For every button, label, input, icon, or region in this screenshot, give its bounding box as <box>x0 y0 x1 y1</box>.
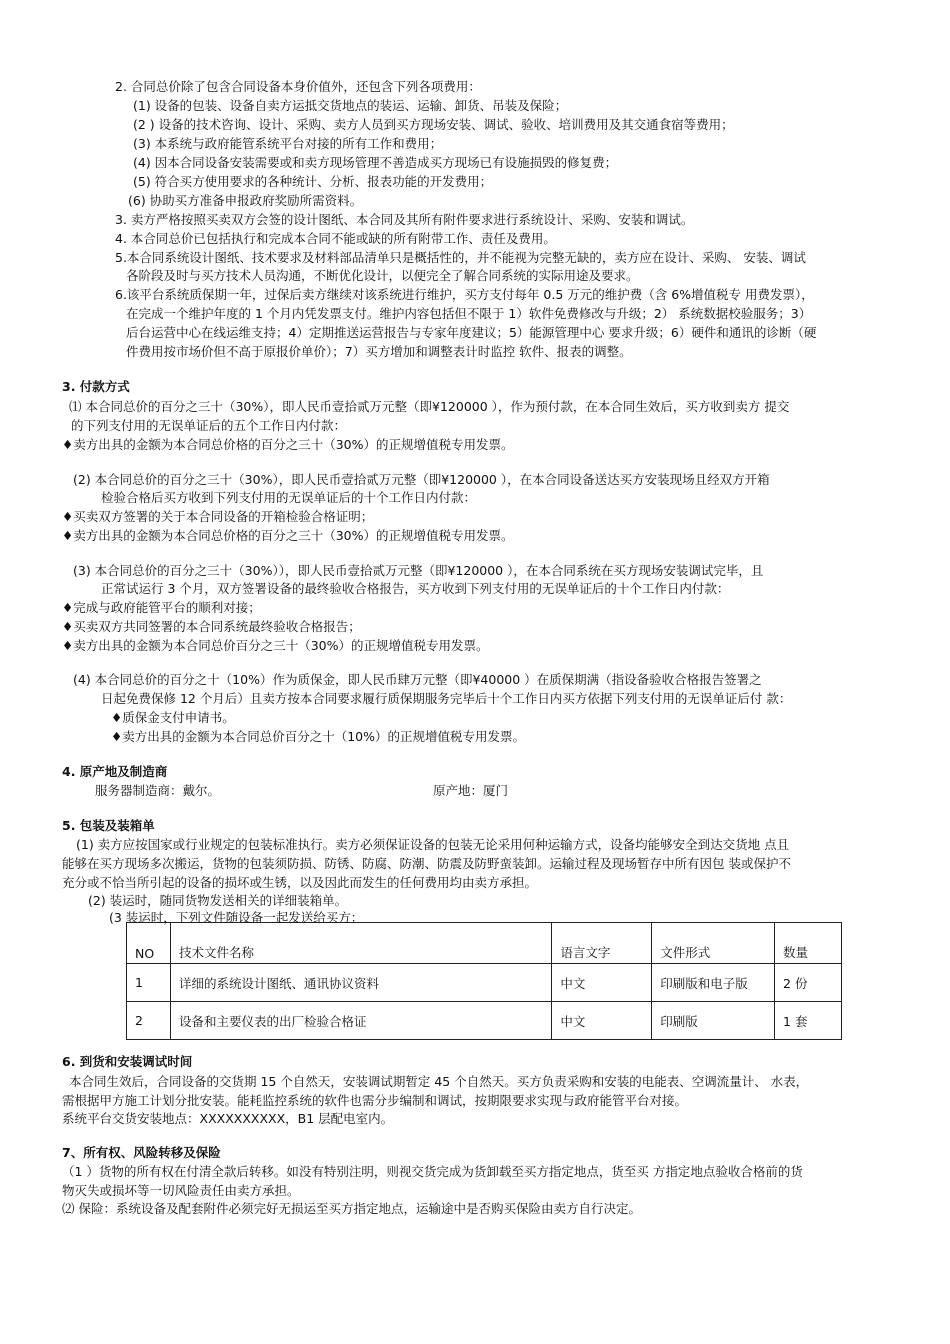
packing-1-line3: 充分或不恰当所引起的设备的损坏或生锈，以及因此而发生的任何费用均由卖方承担。 <box>62 875 538 890</box>
payment-2-line2: 检验合格后买方收到下列支付用的无误单证后的十个工作日内付款： <box>101 490 477 505</box>
payment-1-line1: ⑴ 本合同总价的百分之三十（30%），即人民币壹拾贰万元整（即¥120000 ），作为预付款，在本合同生效后，买方收到卖方 提交 <box>69 399 790 414</box>
cost-sub-3: (3) 本系统与政府能管系统平台对接的所有工作和费用； <box>133 136 443 151</box>
cell-doc-name: 详细的系统设计图纸、通讯协议资料 <box>170 964 551 1002</box>
delivery-line3: 系统平台交货安装地点：XXXXXXXXXX，B1 层配电室内。 <box>62 1111 394 1126</box>
cost-sub-2: (2 ) 设备的技术咨询、设计、采购、卖方人员到买方现场安装、调试、验收、培训费用及其交通食宿等费用； <box>133 117 734 132</box>
cost-item-3: 3. 卖方严格按照买卖双方会签的设计图纸、本合同及其所有附件要求进行系统设计、采购、安装和调试。 <box>115 212 694 227</box>
header-format: 文件形式 <box>652 923 775 964</box>
cost-item-6-line3: 后台运营中心在线运维支持；4）定期推送运营报告与专家年度建议；5）能源管理中心 要求升级；6）硬件和通讯的诊断（硬 <box>126 325 817 340</box>
ownership-1-line2: 物灭失或损坏等一切风险责任由卖方承担。 <box>62 1183 300 1198</box>
payment-3-line1: (3) 本合同总价的百分之三十（30%）），即人民币壹拾贰万元整（即¥120000 ），在本合同系统在买方现场安装调试完毕，且 <box>73 563 764 578</box>
cell-language: 中文 <box>552 1002 652 1040</box>
cell-no: 1 <box>127 964 171 1002</box>
payment-2-bullet1: ♦买卖双方签署的关于本合同设备的开箱检验合格证明； <box>62 509 374 524</box>
payment-4-bullet2: ♦卖方出具的金额为本合同总价百分之十（10%）的正规增值税专用发票。 <box>111 729 525 744</box>
cost-item-5-line2: 各阶段及时与买方技术人员沟通，不断优化设计，以便完全了解合同系统的实际用途及要求。 <box>126 268 639 283</box>
header-no: NO <box>127 923 171 964</box>
cost-sub-6: (6) 协助买方准备申报政府奖励所需资料。 <box>128 193 363 208</box>
payment-2-line1: (2) 本合同总价的百分之三十（30%），即人民币壹拾贰万元整（即¥120000 ），在本合同设备送达买方安装现场且经双方开箱 <box>73 472 770 487</box>
cost-item-6-line4: 件费用按市场价但不高于原报价单价）；7）买方增加和调整表计时监控 软件、报表的调整。 <box>126 344 632 359</box>
header-language: 语言文字 <box>552 923 652 964</box>
cost-sub-1: (1) 设备的包装、设备自卖方运抵交货地点的装运、运输、卸货、吊装及保险； <box>133 98 568 113</box>
cost-sub-4: (4) 因本合同设备安装需要或和卖方现场管理不善造成买方现场已有设施损毁的修复费； <box>133 155 618 170</box>
payment-1-line2: 的下列支付用的无误单证后的五个工作日内付款： <box>71 418 347 433</box>
packing-2: (2) 装运时，随同货物发送相关的详细装箱单。 <box>88 893 348 908</box>
packing-1-line1: (1) 卖方应按国家或行业规定的包装标准执行。卖方必须保证设备的包装无论采用何种运输方式，设备均能够安全到达交货地 点且 <box>76 837 790 852</box>
payment-3-bullet3: ♦卖方出具的金额为本合同总价百分之三十（30%）的正规增值税专用发票。 <box>62 638 489 653</box>
cell-quantity: 2 份 <box>775 964 842 1002</box>
table-row <box>127 1002 842 1040</box>
payment-1-bullet1: ♦卖方出具的金额为本合同总价格的百分之三十（30%）的正规增值税专用发票。 <box>62 437 514 452</box>
ownership-heading: 7、所有权、风险转移及保险 <box>62 1145 221 1160</box>
document-table <box>126 922 842 1040</box>
payment-3-bullet2: ♦买卖双方共同签署的本合同系统最终验收合格报告； <box>62 619 361 634</box>
payment-heading: 3. 付款方式 <box>62 379 130 394</box>
cell-language: 中文 <box>552 964 652 1002</box>
cost-item-4: 4. 本合同总价已包括执行和完成本合同不能或缺的所有附带工作、责任及费用。 <box>115 231 556 246</box>
ownership-2: ⑵ 保险：系统设备及配套附件必须完好无损运至买方指定地点，运输途中是否购买保险由卖方自行决定。 <box>62 1201 641 1216</box>
cost-item-6-line2: 在完成一个维护年度的 1 个月内凭发票支付。维护内容包括但不限于 1）软件免费修改与升级；2） 系统数据校验服务；3） <box>126 306 812 321</box>
packing-1-line2: 能够在买方现场多次搬运，货物的包装须防损、防锈、防腐、防潮、防震及防野蛮装卸。运输过程及现场暂存中所有因包 装或保护不 <box>62 856 791 871</box>
payment-3-bullet1: ♦完成与政府能管平台的顺利对接； <box>62 600 261 615</box>
payment-4-line2: 日起免费保修 12 个月后）且卖方按本合同要求履行质保期服务完毕后十个工作日内买方依据下列支付用的无误单证后付 款： <box>101 691 792 706</box>
cell-doc-name: 设备和主要仪表的出厂检验合格证 <box>170 1002 551 1040</box>
packing-3: (3 装运时，下列文件随设备一起发送给买方： <box>109 910 364 925</box>
cost-item-6-line1: 6.该平台系统质保期一年，过保后卖方继续对该系统进行维护，买方支付每年 0.5 万元的维护费（含 6%增值税专 用费发票）， <box>115 287 814 302</box>
header-quantity: 数量 <box>775 923 842 964</box>
delivery-line1: 本合同生效后，合同设备的交货期 15 个自然天，安装调试期暂定 45 个自然天。买方负责采购和安装的电能表、空调流量计、 水表， <box>69 1074 809 1089</box>
manufacturer-text: 服务器制造商：戴尔。 <box>95 783 221 798</box>
packing-heading: 5. 包装及装箱单 <box>62 818 155 833</box>
delivery-line2: 需根据甲方施工计划分批安装。能耗监控系统的软件也需分步编制和调试，按期限要求实现与政府能管平台对接。 <box>62 1093 688 1108</box>
payment-2-bullet2: ♦卖方出具的金额为本合同总价格的百分之三十（30%）的正规增值税专用发票。 <box>62 528 514 543</box>
cell-quantity: 1 套 <box>775 1002 842 1040</box>
header-doc-name: 技术文件名称 <box>170 923 551 964</box>
cost-item-2: 2. 合同总价除了包含合同设备本身价值外，还包含下列各项费用： <box>115 79 481 94</box>
payment-4-bullet1: ♦质保金支付申请书。 <box>111 710 235 725</box>
payment-3-line2: 正常试运行 3 个月，双方签署设备的最终验收合格报告，买方收到下列支付用的无误单证后的十个工作日内付款： <box>101 581 730 596</box>
cell-no: 2 <box>127 1002 171 1040</box>
cost-item-5-line1: 5.本合同系统设计图纸、技术要求及材料部品清单只是概括性的，并不能视为完整无缺的，卖方应在设计、采购、 安装、调试 <box>115 250 806 265</box>
table-row <box>127 964 842 1002</box>
ownership-1-line1: （1 ）货物的所有权在付清全款后转移。如没有特别注明，则视交货完成为货卸载至买方指定地点，货至买 方指定地点验收合格前的货 <box>62 1164 803 1179</box>
payment-4-line1: (4) 本合同总价的百分之十（10%）作为质保金，即人民币肆万元整（即¥40000 ）在质保期满（指设备验收合格报告签署之 <box>73 672 762 687</box>
delivery-heading: 6. 到货和安装调试时间 <box>62 1054 193 1069</box>
cell-format: 印刷版和电子版 <box>652 964 775 1002</box>
origin-heading: 4. 原产地及制造商 <box>62 764 168 779</box>
cell-format: 印刷版 <box>652 1002 775 1040</box>
origin-text: 原产地：厦门 <box>433 783 509 798</box>
cost-sub-5: (5) 符合买方使用要求的各种统计、分析、报表功能的开发费用； <box>133 174 493 189</box>
table-header-row <box>127 923 842 964</box>
